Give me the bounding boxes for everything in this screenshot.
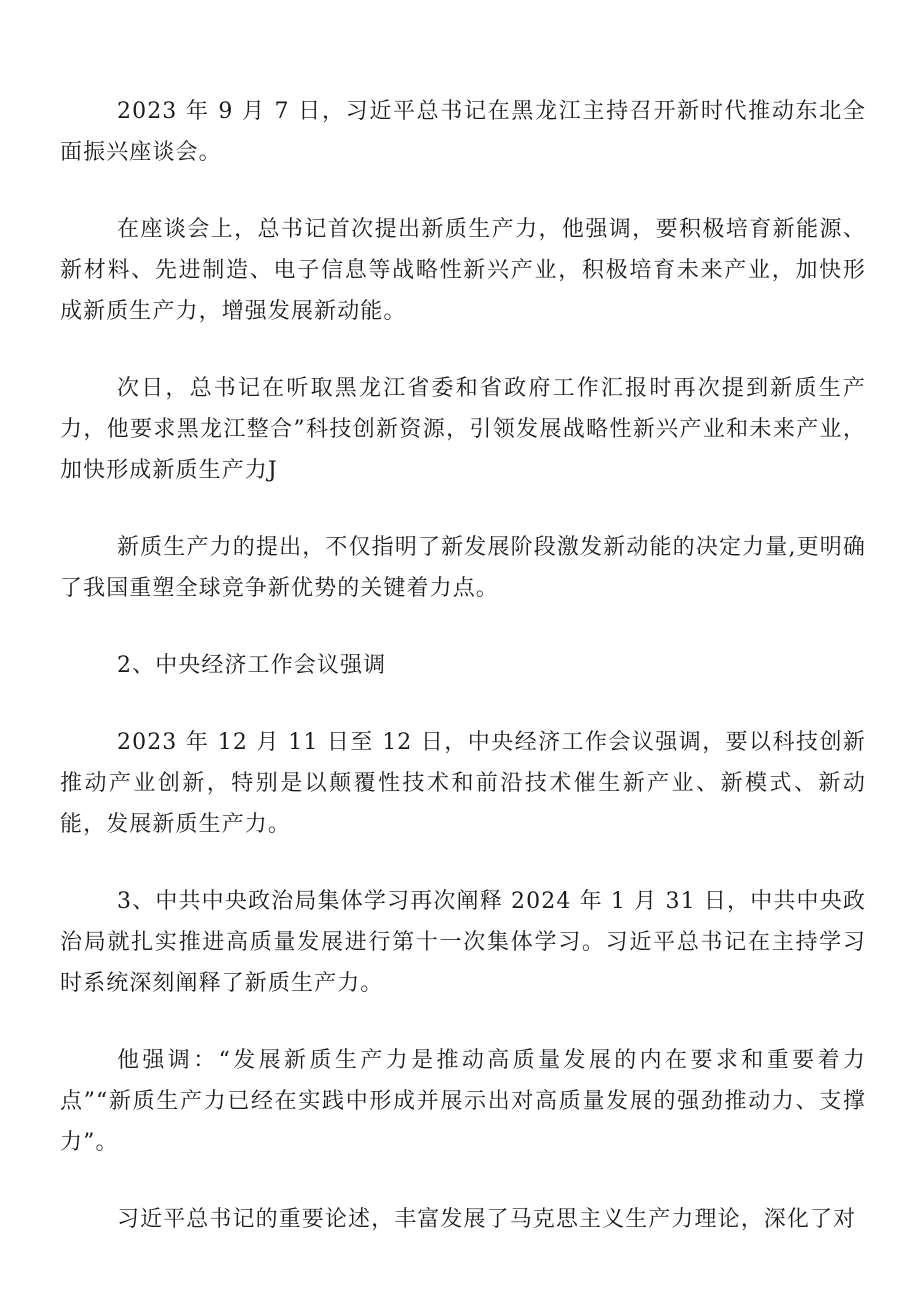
paragraph-6: 2023 年 12 月 11 日至 12 日，中央经济工作会议强调，要以科技创新推动产业创新，特别是以颠覆性技术和前沿技术催生新产业、新模式、新动能，发展新质生产力。 — [60, 730, 866, 837]
document-body — [60, 91, 866, 1276]
paragraph-7: 3、中共中央政治局集体学习再次阐释 2024 年 1 月 31 日，中共中央政治局就扎实推进高质量发展进行第十一次集体学习。习近平总书记在主持学习时系统深刻阐释了新质生产力。 — [60, 889, 866, 996]
section-heading-2: 2、中央经济工作会议强调 — [117, 653, 387, 678]
paragraph-2: 在座谈会上，总书记首次提出新质生产力，他强调，要积极培育新能源、新材料、先进制造、电子信息等战略性新兴产业，积极培育未来产业，加快形成新质生产力，增强发展新动能。 — [60, 217, 866, 324]
paragraph-9: 习近平总书记的重要论述，丰富发展了马克思主义生产力理论，深化了对 — [117, 1207, 857, 1232]
paragraph-1: 2023 年 9 月 7 日，习近平总书记在黑龙江主持召开新时代推动东北全面振兴座谈会。 — [60, 99, 866, 165]
paragraph-4: 新质生产力的提出，不仅指明了新发展阶段激发新动能的决定力量,更明确了我国重塑全球竞争新优势的关键着力点。 — [60, 535, 866, 601]
paragraph-8: 他强调：“发展新质生产力是推动高质量发展的内在要求和重要着力点”“新质生产力已经在实践中形成并展示出对高质量发展的强劲推动力、支撑力”。 — [60, 1048, 866, 1155]
paragraph-3: 次日，总书记在听取黑龙江省委和省政府工作汇报时再次提到新质生产力，他要求黑龙江整合”科技创新资源，引领发展战略性新兴产业和未来产业，加快形成新质生产力J — [60, 376, 866, 483]
